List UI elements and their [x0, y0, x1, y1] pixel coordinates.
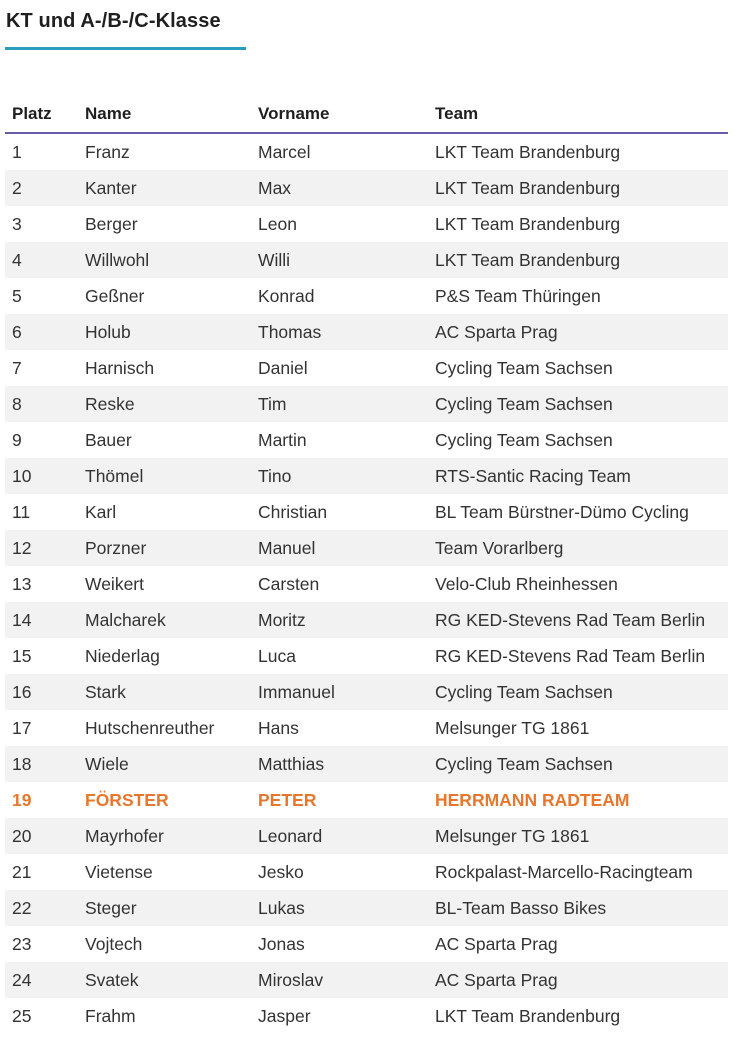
table-row [5, 710, 728, 746]
cell-team: LKT Team Brandenburg [435, 141, 621, 162]
cell-vorname: Lukas [251, 890, 428, 926]
cell-name: Harnisch [85, 357, 155, 378]
table-row [5, 386, 728, 422]
cell-name: FÖRSTER [85, 789, 169, 810]
header-name: Name [78, 96, 251, 133]
cell-platz: 4 [5, 242, 78, 278]
cell-team: Cycling Team Sachsen [428, 674, 728, 710]
cell-platz: 20 [5, 818, 78, 854]
cell-name: Steger [78, 890, 251, 926]
table-row [5, 278, 728, 314]
cell-platz: 24 [5, 962, 78, 998]
cell-name: Porzner [78, 530, 251, 566]
cell-name: Svatek [78, 962, 251, 998]
cell-name: Bauer [85, 429, 132, 450]
cell-team: BL Team Bürstner-Dümo Cycling [435, 501, 689, 522]
cell-vorname: Marcel [258, 141, 311, 162]
cell-platz: 5 [12, 285, 22, 306]
cell-team: LKT Team Brandenburg [428, 242, 728, 278]
cell-platz: 1 [12, 141, 22, 162]
table-row [5, 926, 728, 962]
cell-name: Frahm [85, 1005, 136, 1026]
cell-vorname: Jasper [258, 1005, 311, 1026]
table-row [5, 854, 728, 890]
cell-name: Malcharek [78, 602, 251, 638]
table-row [5, 170, 728, 206]
cell-platz: 3 [12, 213, 22, 234]
cell-team: Melsunger TG 1861 [435, 717, 590, 738]
cell-platz: 10 [5, 458, 78, 494]
table-row [5, 242, 728, 278]
cell-team: AC Sparta Prag [428, 962, 728, 998]
cell-platz: 19 [12, 789, 32, 810]
cell-platz: 14 [5, 602, 78, 638]
cell-vorname: Thomas [251, 314, 428, 350]
cell-team: Cycling Team Sachsen [428, 386, 728, 422]
table-row [5, 133, 728, 170]
cell-name: Reske [78, 386, 251, 422]
cell-vorname: Jesko [258, 861, 304, 882]
cell-team: Rockpalast-Marcello-Racingteam [435, 861, 693, 882]
cell-name: Hutschenreuther [85, 717, 215, 738]
cell-team: Cycling Team Sachsen [428, 746, 728, 782]
cell-team: Cycling Team Sachsen [435, 357, 613, 378]
cell-vorname: Manuel [251, 530, 428, 566]
table-row [5, 602, 728, 638]
cell-platz: 11 [12, 501, 31, 522]
table-row [5, 746, 728, 782]
header-vorname: Vorname [251, 96, 428, 133]
table-row [5, 530, 728, 566]
cell-team: Team Vorarlberg [428, 530, 728, 566]
cell-vorname: Luca [258, 645, 296, 666]
cell-platz: 6 [5, 314, 78, 350]
table-row [5, 458, 728, 494]
cell-platz: 8 [5, 386, 78, 422]
cell-name: Vietense [85, 861, 153, 882]
cell-name: Weikert [85, 573, 144, 594]
cell-team: P&S Team Thüringen [435, 285, 601, 306]
cell-vorname: Leonard [251, 818, 428, 854]
table-row [5, 818, 728, 854]
cell-team: LKT Team Brandenburg [435, 1005, 621, 1026]
cell-name: Berger [85, 213, 138, 234]
cell-platz: 15 [12, 645, 32, 666]
results-table [5, 96, 728, 1034]
table-row [5, 350, 728, 386]
table-row [5, 962, 728, 998]
cell-name: Niederlag [85, 645, 160, 666]
cell-team: RG KED-Stevens Rad Team Berlin [435, 645, 706, 666]
cell-team: RTS-Santic Racing Team [428, 458, 728, 494]
cell-name: Karl [85, 501, 117, 522]
table-row [5, 422, 728, 458]
cell-vorname: Jonas [258, 933, 305, 954]
cell-vorname: Konrad [258, 285, 315, 306]
cell-vorname: Leon [258, 213, 297, 234]
cell-vorname: Moritz [251, 602, 428, 638]
table-row [5, 638, 728, 674]
cell-name: Wiele [78, 746, 251, 782]
table-row [5, 494, 728, 530]
cell-vorname: Tino [251, 458, 428, 494]
cell-team: LKT Team Brandenburg [435, 213, 621, 234]
cell-team: Melsunger TG 1861 [428, 818, 728, 854]
cell-name: Mayrhofer [78, 818, 251, 854]
cell-team: BL-Team Basso Bikes [428, 890, 728, 926]
cell-name: Franz [85, 141, 130, 162]
cell-name: Holub [78, 314, 251, 350]
cell-team: LKT Team Brandenburg [428, 170, 728, 206]
cell-platz: 16 [5, 674, 78, 710]
header-row [5, 96, 728, 133]
cell-name: Thömel [78, 458, 251, 494]
cell-platz: 21 [12, 861, 32, 882]
cell-name: Stark [78, 674, 251, 710]
table-row [5, 566, 728, 602]
cell-vorname: Immanuel [251, 674, 428, 710]
cell-team: Cycling Team Sachsen [435, 429, 613, 450]
cell-team: AC Sparta Prag [428, 314, 728, 350]
cell-platz: 22 [5, 890, 78, 926]
cell-platz: 17 [12, 717, 32, 738]
cell-team: RG KED-Stevens Rad Team Berlin [428, 602, 728, 638]
cell-vorname: Max [251, 170, 428, 206]
cell-vorname: Daniel [258, 357, 308, 378]
cell-platz: 23 [12, 933, 32, 954]
header-team: Team [428, 96, 728, 133]
cell-platz: 9 [12, 429, 22, 450]
table-header [5, 96, 728, 133]
cell-team: Velo-Club Rheinhessen [435, 573, 618, 594]
cell-vorname: Matthias [251, 746, 428, 782]
table-body [5, 133, 728, 1034]
page-title: KT und A-/B-/C-Klasse [6, 10, 221, 32]
cell-vorname: Tim [251, 386, 428, 422]
cell-platz: 7 [12, 357, 22, 378]
cell-name: Kanter [78, 170, 251, 206]
cell-vorname: Christian [258, 501, 328, 522]
cell-name: Willwohl [78, 242, 251, 278]
cell-team: HERRMANN RADTEAM [435, 789, 630, 810]
header-platz: Platz [5, 96, 78, 133]
cell-name: Geßner [85, 285, 145, 306]
table-row-highlighted [5, 782, 728, 818]
table-row [5, 890, 728, 926]
cell-vorname: Hans [258, 717, 299, 738]
table-row [5, 674, 728, 710]
cell-platz: 18 [5, 746, 78, 782]
title-underline [5, 47, 246, 50]
table-row [5, 314, 728, 350]
cell-vorname: Carsten [258, 573, 320, 594]
cell-vorname: PETER [258, 789, 317, 810]
cell-platz: 12 [5, 530, 78, 566]
table-row [5, 206, 728, 242]
cell-name: Vojtech [85, 933, 143, 954]
table-row [5, 998, 728, 1034]
cell-vorname: Martin [258, 429, 307, 450]
cell-vorname: Willi [251, 242, 428, 278]
cell-platz: 13 [12, 573, 32, 594]
cell-vorname: Miroslav [251, 962, 428, 998]
cell-platz: 25 [12, 1005, 32, 1026]
cell-platz: 2 [5, 170, 78, 206]
cell-team: AC Sparta Prag [435, 933, 558, 954]
